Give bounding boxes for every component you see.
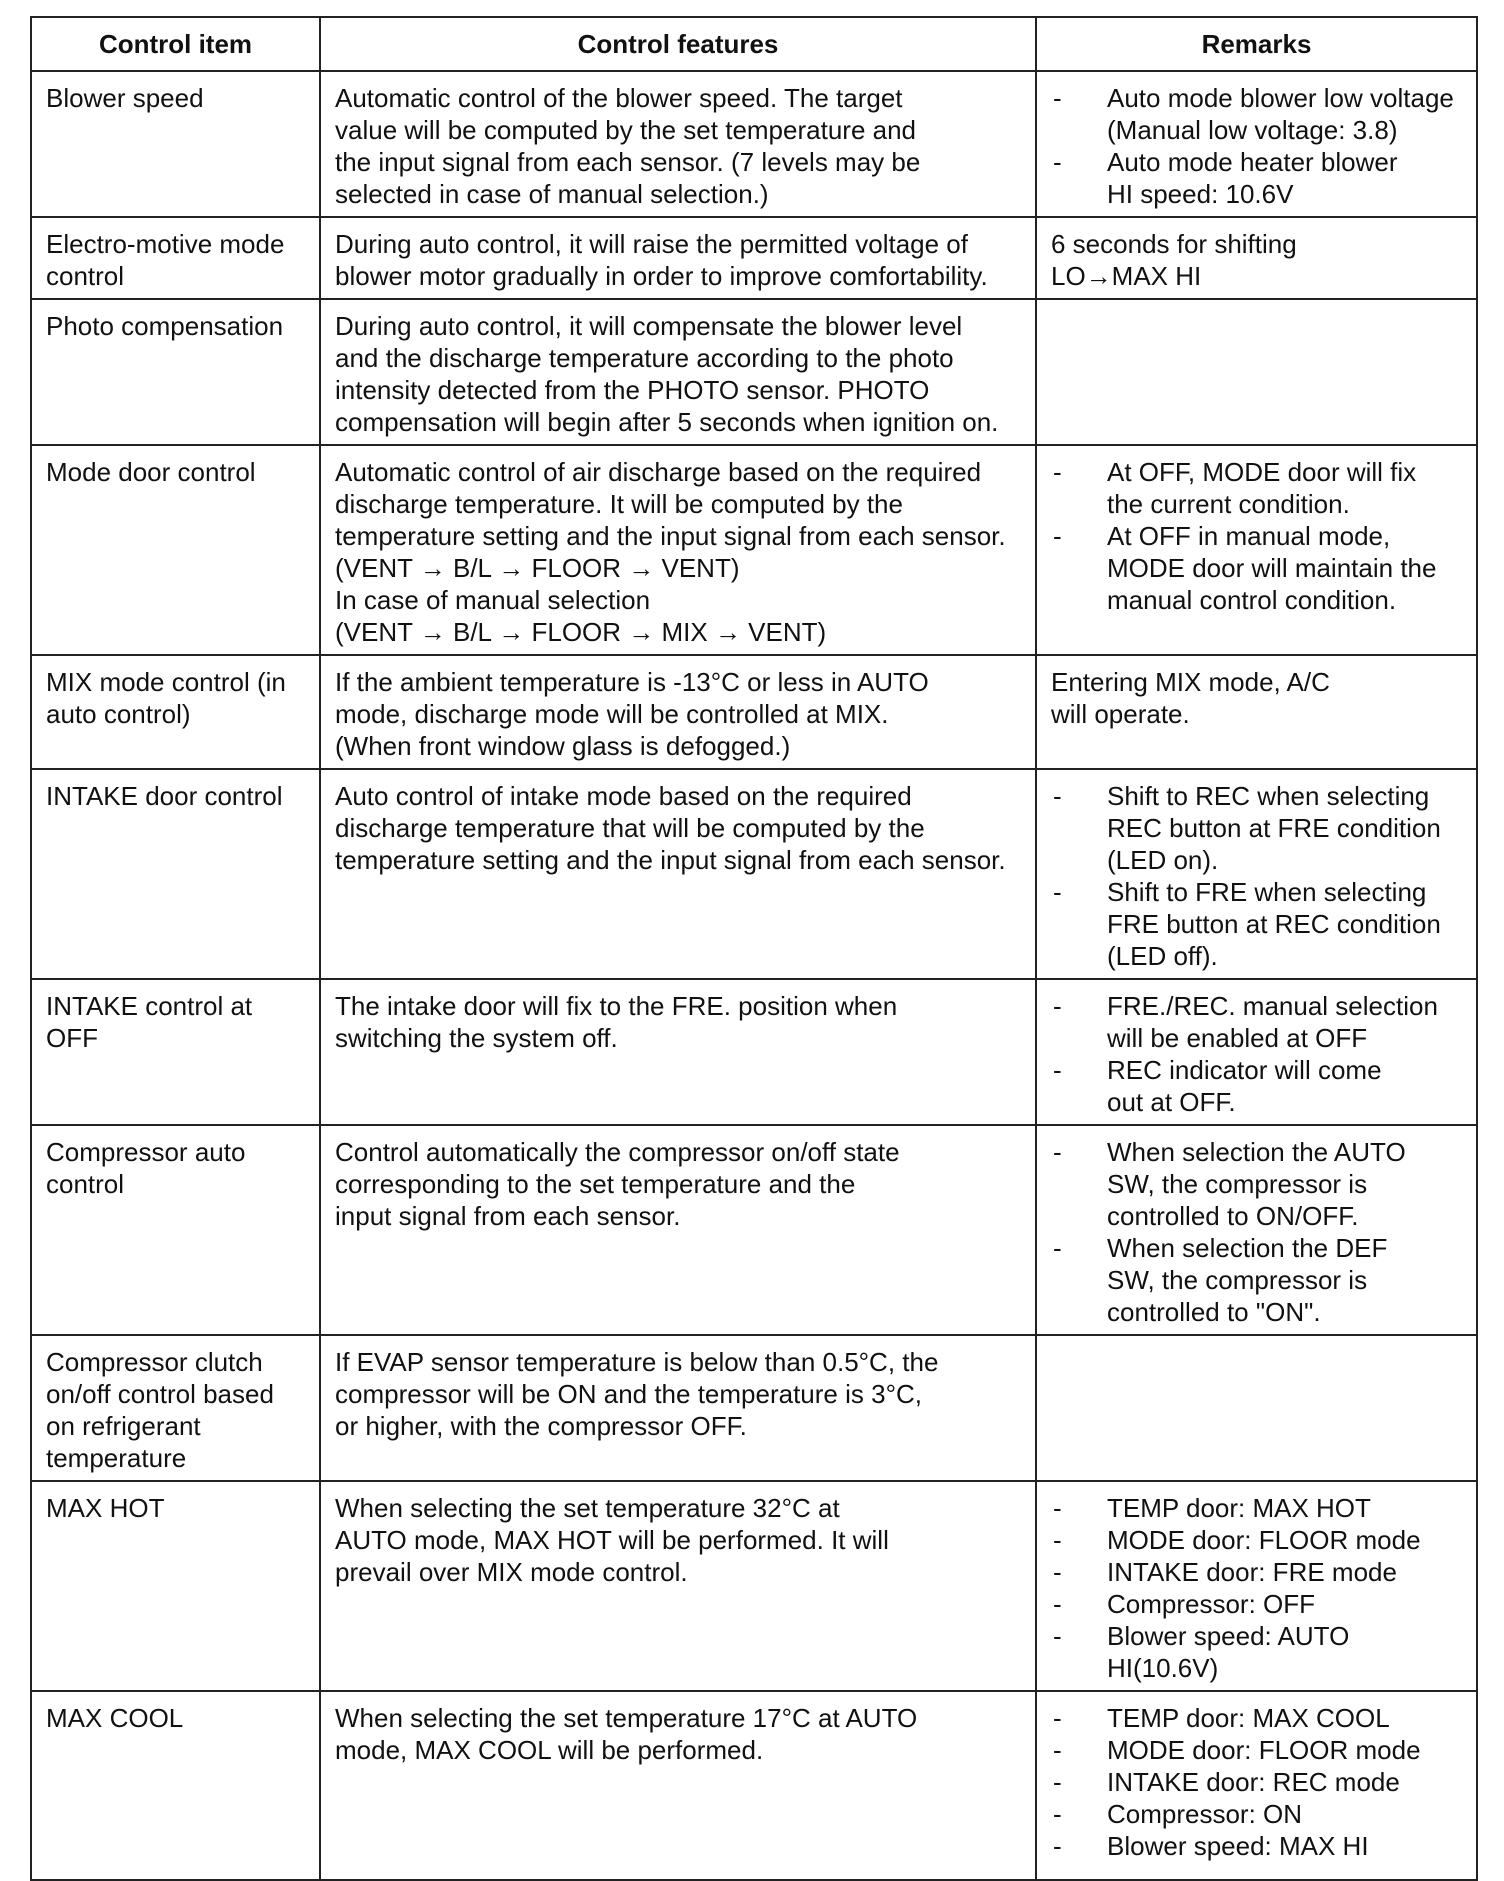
feature-line: compensation will begin after 5 seconds when ignition on. — [335, 407, 999, 437]
control-item-line: Blower speed — [46, 83, 204, 113]
remark-line: - When selection the DEF — [1107, 1233, 1388, 1263]
control-item-line: OFF — [46, 1023, 98, 1053]
remark-line: - REC indicator will come — [1107, 1055, 1382, 1085]
table-row — [31, 445, 1477, 655]
remark-line: controlled to "ON". — [1107, 1297, 1321, 1327]
feature-line: During auto control, it will raise the permitted voltage of — [335, 229, 968, 259]
remark-line: will operate. — [1051, 699, 1190, 729]
feature-line: input signal from each sensor. — [335, 1201, 681, 1231]
table-row — [31, 1691, 1477, 1880]
remark-item — [1051, 1702, 1464, 1734]
remark-line: - At OFF, MODE door will fix — [1107, 457, 1417, 487]
control-item-line: on refrigerant — [46, 1411, 201, 1441]
remarks-cell — [1036, 1691, 1477, 1880]
feature-line: (VENT → B/L → FLOOR → MIX → VENT) — [335, 617, 827, 647]
control-item-cell — [31, 299, 320, 445]
remark-line: - Auto mode heater blower — [1107, 147, 1398, 177]
feature-line: (VENT → B/L → FLOOR → VENT) — [335, 553, 740, 583]
control-features-cell — [320, 769, 1036, 979]
control-item-line: Compressor auto — [46, 1137, 246, 1167]
remarks-cell — [1036, 445, 1477, 655]
remark-line: MODE door will maintain the — [1107, 553, 1437, 583]
remark-item — [1051, 990, 1464, 1054]
feature-line: and the discharge temperature according to the photo — [335, 343, 954, 373]
remarks-cell — [1036, 1481, 1477, 1691]
remark-line: (Manual low voltage: 3.8) — [1107, 115, 1398, 145]
feature-line: When selecting the set temperature 32°C at — [335, 1493, 840, 1523]
control-table — [30, 16, 1478, 1881]
control-item-cell — [31, 979, 320, 1125]
control-item-cell — [31, 71, 320, 217]
table-row — [31, 217, 1477, 299]
remark-line: - At OFF in manual mode, — [1107, 521, 1391, 551]
table-row — [31, 1481, 1477, 1691]
feature-line: Automatic control of air discharge based on the required — [335, 457, 982, 487]
remarks-cell — [1036, 71, 1477, 217]
feature-line: Auto control of intake mode based on the required — [335, 781, 912, 811]
feature-line: The intake door will fix to the FRE. position when — [335, 991, 898, 1021]
remarks-list — [1051, 1492, 1464, 1684]
control-features-cell — [320, 1125, 1036, 1335]
control-item-cell — [31, 1335, 320, 1481]
remark-line: - FRE./REC. manual selection — [1107, 991, 1438, 1021]
feature-line: discharge temperature that will be computed by the — [335, 813, 925, 843]
remark-line: - TEMP door: MAX COOL — [1107, 1703, 1390, 1733]
feature-line: mode, MAX COOL will be performed. — [335, 1735, 764, 1765]
remarks-cell — [1036, 1335, 1477, 1481]
feature-line: corresponding to the set temperature and the — [335, 1169, 856, 1199]
remark-item — [1051, 1136, 1464, 1232]
table-row — [31, 769, 1477, 979]
feature-line: switching the system off. — [335, 1023, 618, 1053]
feature-line: If the ambient temperature is -13°C or less in AUTO — [335, 667, 929, 697]
table-row — [31, 71, 1477, 217]
control-item-line: temperature — [46, 1443, 187, 1473]
control-item-cell — [31, 655, 320, 769]
feature-line: In case of manual selection — [335, 585, 651, 615]
remarks-list — [1051, 82, 1464, 210]
remark-line: controlled to ON/OFF. — [1107, 1201, 1359, 1231]
control-features-cell — [320, 655, 1036, 769]
control-item-line: MIX mode control (in — [46, 667, 286, 697]
table-row — [31, 1125, 1477, 1335]
control-features-cell — [320, 979, 1036, 1125]
feature-line: If EVAP sensor temperature is below than 0.5°C, the — [335, 1347, 939, 1377]
feature-line: compressor will be ON and the temperature is 3°C, — [335, 1379, 922, 1409]
remark-line: (LED off). — [1107, 941, 1218, 971]
remark-item — [1051, 1492, 1464, 1524]
remark-line: SW, the compressor is — [1107, 1169, 1368, 1199]
header-row — [31, 17, 1477, 71]
control-item-line: INTAKE control at — [46, 991, 253, 1021]
remark-line: (LED on). — [1107, 845, 1219, 875]
remark-item — [1051, 1734, 1464, 1766]
control-item-cell — [31, 1125, 320, 1335]
control-features-cell — [320, 217, 1036, 299]
control-item-line: MAX HOT — [46, 1493, 165, 1523]
remark-line: SW, the compressor is — [1107, 1265, 1368, 1295]
table-row — [31, 655, 1477, 769]
remarks-cell — [1036, 769, 1477, 979]
feature-line: Control automatically the compressor on/off state — [335, 1137, 900, 1167]
control-item-cell — [31, 445, 320, 655]
remarks-cell — [1036, 299, 1477, 445]
remark-item — [1051, 876, 1464, 972]
remark-item — [1051, 82, 1464, 146]
remark-item — [1051, 1054, 1464, 1118]
control-item-cell — [31, 217, 320, 299]
control-item-line: INTAKE door control — [46, 781, 283, 811]
table-row — [31, 1335, 1477, 1481]
control-features-cell — [320, 299, 1036, 445]
remarks-list — [1051, 1702, 1464, 1862]
control-item-cell — [31, 1691, 320, 1880]
remark-line: - MODE door: FLOOR mode — [1107, 1525, 1421, 1555]
remark-line: Entering MIX mode, A/C — [1051, 667, 1330, 697]
remark-line: 6 seconds for shifting — [1051, 229, 1297, 259]
remark-line: will be enabled at OFF — [1107, 1023, 1368, 1053]
remark-line: - Compressor: ON — [1107, 1799, 1303, 1829]
remark-item — [1051, 1798, 1464, 1830]
feature-line: temperature setting and the input signal from each sensor. — [335, 845, 1006, 875]
table-body — [31, 71, 1477, 1880]
feature-line: value will be computed by the set temperature and — [335, 115, 917, 145]
remark-item — [1051, 1766, 1464, 1798]
feature-line: AUTO mode, MAX HOT will be performed. It will — [335, 1525, 889, 1555]
remark-item — [1051, 456, 1464, 520]
remarks-cell — [1036, 979, 1477, 1125]
remarks-list — [1051, 456, 1464, 616]
feature-line: prevail over MIX mode control. — [335, 1557, 688, 1587]
feature-line: blower motor gradually in order to improve comfortability. — [335, 261, 988, 291]
feature-line: When selecting the set temperature 17°C at AUTO — [335, 1703, 918, 1733]
control-item-line: MAX COOL — [46, 1703, 184, 1733]
control-features-cell — [320, 1691, 1036, 1880]
remark-line: - When selection the AUTO — [1107, 1137, 1406, 1167]
feature-line: mode, discharge mode will be controlled at MIX. — [335, 699, 889, 729]
remark-line: - INTAKE door: REC mode — [1107, 1767, 1400, 1797]
feature-line: temperature setting and the input signal from each sensor. — [335, 521, 1006, 551]
remark-line: the current condition. — [1107, 489, 1350, 519]
remark-item — [1051, 1556, 1464, 1588]
feature-line: the input signal from each sensor. (7 levels may be — [335, 147, 921, 177]
remark-line: - TEMP door: MAX HOT — [1107, 1493, 1371, 1523]
control-item-line: Electro-motive mode — [46, 229, 285, 259]
remark-line: - Blower speed: AUTO — [1107, 1621, 1350, 1651]
control-item-line: on/off control based — [46, 1379, 274, 1409]
remark-line: - Blower speed: MAX HI — [1107, 1831, 1369, 1861]
remark-line: - Shift to REC when selecting — [1107, 781, 1430, 811]
remark-item — [1051, 1588, 1464, 1620]
remark-item — [1051, 780, 1464, 876]
table-row — [31, 299, 1477, 445]
remark-line: - INTAKE door: FRE mode — [1107, 1557, 1397, 1587]
header-control-features: Control features — [320, 17, 1036, 71]
remarks-list — [1051, 990, 1464, 1118]
feature-line: selected in case of manual selection.) — [335, 179, 769, 209]
control-features-cell — [320, 1335, 1036, 1481]
control-item-line: control — [46, 261, 125, 291]
feature-line: Automatic control of the blower speed. The target — [335, 83, 903, 113]
remark-line: HI speed: 10.6V — [1107, 179, 1294, 209]
remarks-cell — [1036, 655, 1477, 769]
remark-line: out at OFF. — [1107, 1087, 1236, 1117]
remark-line: LO→MAX HI — [1051, 261, 1202, 291]
remark-line: FRE button at REC condition — [1107, 909, 1441, 939]
remark-line: - Auto mode blower low voltage — [1107, 83, 1454, 113]
remark-item — [1051, 1232, 1464, 1328]
header-control-item: Control item — [31, 17, 320, 71]
remark-item — [1051, 1830, 1464, 1862]
remark-line: REC button at FRE condition — [1107, 813, 1441, 843]
control-item-line: control — [46, 1169, 125, 1199]
remark-item — [1051, 146, 1464, 210]
remark-item — [1051, 1524, 1464, 1556]
control-features-cell — [320, 71, 1036, 217]
remark-line: HI(10.6V) — [1107, 1653, 1219, 1683]
control-item-cell — [31, 769, 320, 979]
control-item-cell — [31, 1481, 320, 1691]
control-item-line: auto control) — [46, 699, 191, 729]
control-item-line: Mode door control — [46, 457, 256, 487]
remarks-list — [1051, 780, 1464, 972]
remarks-list — [1051, 1136, 1464, 1328]
remark-item — [1051, 1620, 1464, 1684]
remark-line: manual control condition. — [1107, 585, 1397, 615]
remark-line: - Shift to FRE when selecting — [1107, 877, 1427, 907]
feature-line: (When front window glass is defogged.) — [335, 731, 791, 761]
control-features-cell — [320, 1481, 1036, 1691]
control-features-cell — [320, 445, 1036, 655]
table-row — [31, 979, 1477, 1125]
remarks-cell — [1036, 217, 1477, 299]
remark-line: - MODE door: FLOOR mode — [1107, 1735, 1421, 1765]
feature-line: or higher, with the compressor OFF. — [335, 1411, 747, 1441]
feature-line: intensity detected from the PHOTO sensor. PHOTO — [335, 375, 930, 405]
header-remarks: Remarks — [1036, 17, 1477, 71]
remark-item — [1051, 520, 1464, 616]
feature-line: During auto control, it will compensate the blower level — [335, 311, 963, 341]
feature-line: discharge temperature. It will be computed by the — [335, 489, 903, 519]
remarks-cell — [1036, 1125, 1477, 1335]
control-item-line: Photo compensation — [46, 311, 284, 341]
remark-line: - Compressor: OFF — [1107, 1589, 1316, 1619]
control-item-line: Compressor clutch — [46, 1347, 263, 1377]
